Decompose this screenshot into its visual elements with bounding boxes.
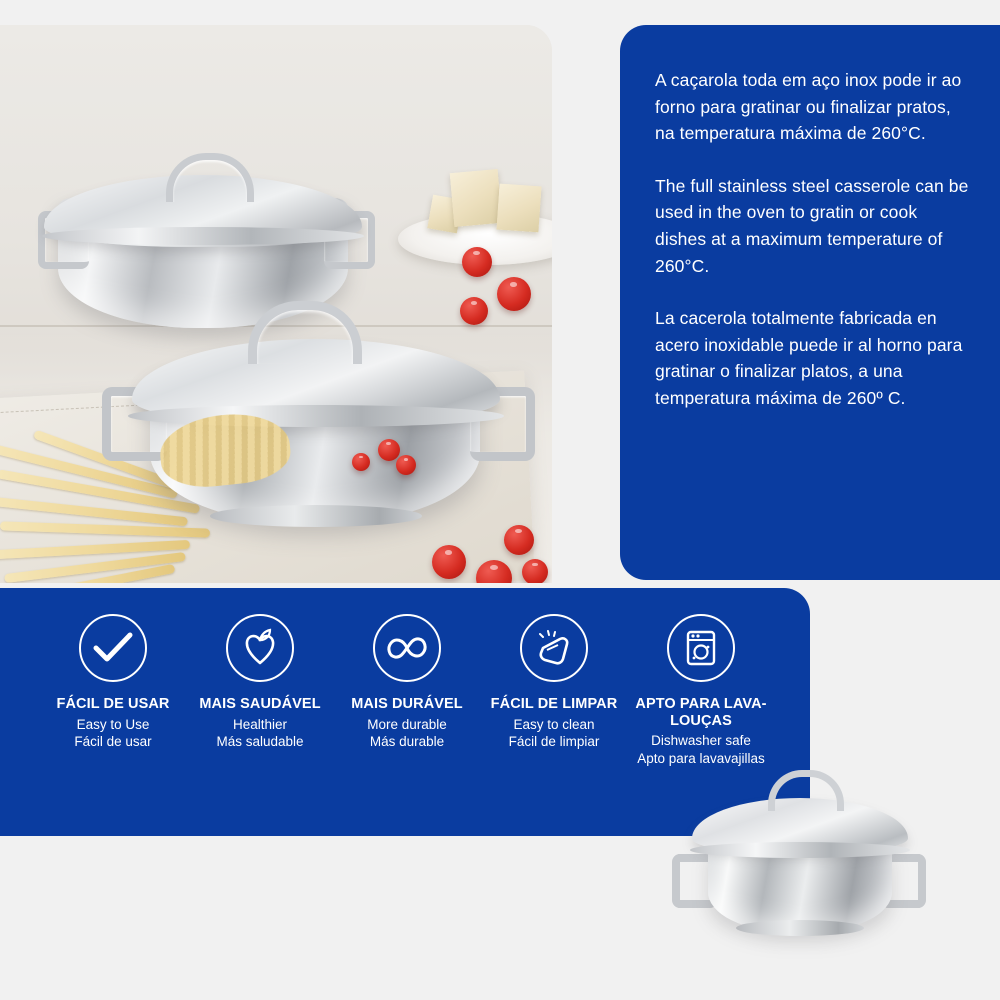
- feature-subtitles: [338, 716, 476, 751]
- pot-lid-rim: [42, 227, 364, 245]
- feature-title: FÁCIL DE LIMPAR: [490, 696, 618, 712]
- feature-sub-es: Más saludable: [216, 734, 304, 750]
- feature-sub-es: Fácil de usar: [74, 734, 152, 750]
- parmesan-chunk: [496, 184, 541, 233]
- feature-subtitles: [44, 716, 182, 751]
- feature-sub-en: Easy to Use: [76, 716, 150, 732]
- description-paragraph-en: The full stainless steel casserole can be used in the oven to gratin or cook dishes at a maximum temperature of 260°C.: [655, 175, 969, 276]
- description-paragraph-es: La cacerola totalmente fabricada en acero inoxidable puede ir al horno para gratinar o finalizar platos, a una temperatura máxima de 260º C.: [655, 308, 963, 408]
- feature-sub-en: More durable: [367, 716, 447, 732]
- pot-lid-knob: [768, 770, 844, 811]
- feature-sub-es: Fácil de limpiar: [508, 734, 600, 750]
- feature-sub-en: Healthier: [232, 716, 288, 732]
- feature-sub-es: Apto para lavavajillas: [637, 750, 765, 766]
- pot-lid-knob: [166, 153, 254, 202]
- feature-dishwasher-safe: [632, 614, 770, 767]
- cherry-tomato: [432, 545, 466, 579]
- feature-healthier: [191, 614, 329, 767]
- pot-base: [210, 505, 422, 527]
- cherry-tomato: [396, 455, 416, 475]
- description-panel: [620, 25, 1000, 580]
- pot-lid-knob: [248, 301, 362, 364]
- feature-more-durable: [338, 614, 476, 767]
- cherry-tomato: [504, 525, 534, 555]
- apple-heart-icon: [226, 614, 294, 682]
- feature-sub-en: Dishwasher safe: [651, 733, 751, 749]
- product-photo-panel: [0, 25, 552, 583]
- description-paragraph-pt: A caçarola toda em aço inox pode ir ao forno para gratinar ou finalizar pratos, na temperatura máxima de 260°C.: [655, 70, 962, 144]
- cleaning-sponge-icon: [520, 614, 588, 682]
- cherry-tomato: [522, 559, 548, 583]
- pot-lid-rim: [128, 405, 504, 427]
- pot-base: [736, 920, 864, 936]
- feature-sub-en: Easy to clean: [513, 716, 595, 732]
- feature-subtitles: [485, 716, 623, 751]
- casserole-pot-small: [98, 277, 528, 533]
- feature-title: MAIS DURÁVEL: [351, 696, 463, 712]
- feature-easy-to-clean: [485, 614, 623, 767]
- cherry-tomato: [378, 439, 400, 461]
- feature-title: MAIS SAUDÁVEL: [199, 696, 321, 712]
- pot-lid-rim: [690, 842, 910, 858]
- dishwasher-icon: [667, 614, 735, 682]
- checkmark-icon: [79, 614, 147, 682]
- cherry-tomato: [462, 247, 492, 277]
- cherry-tomato: [352, 453, 370, 471]
- casserole-product-shot: [650, 760, 940, 960]
- features-row: [0, 588, 810, 767]
- parmesan-chunk: [450, 169, 503, 227]
- infinity-icon: [373, 614, 441, 682]
- feature-sub-es: Más durable: [369, 734, 445, 750]
- feature-easy-to-use: [44, 614, 182, 767]
- feature-subtitles: [191, 716, 329, 751]
- feature-title: FÁCIL DE USAR: [56, 696, 170, 712]
- feature-title: APTO PARA LAVA-LOUÇAS: [635, 696, 767, 729]
